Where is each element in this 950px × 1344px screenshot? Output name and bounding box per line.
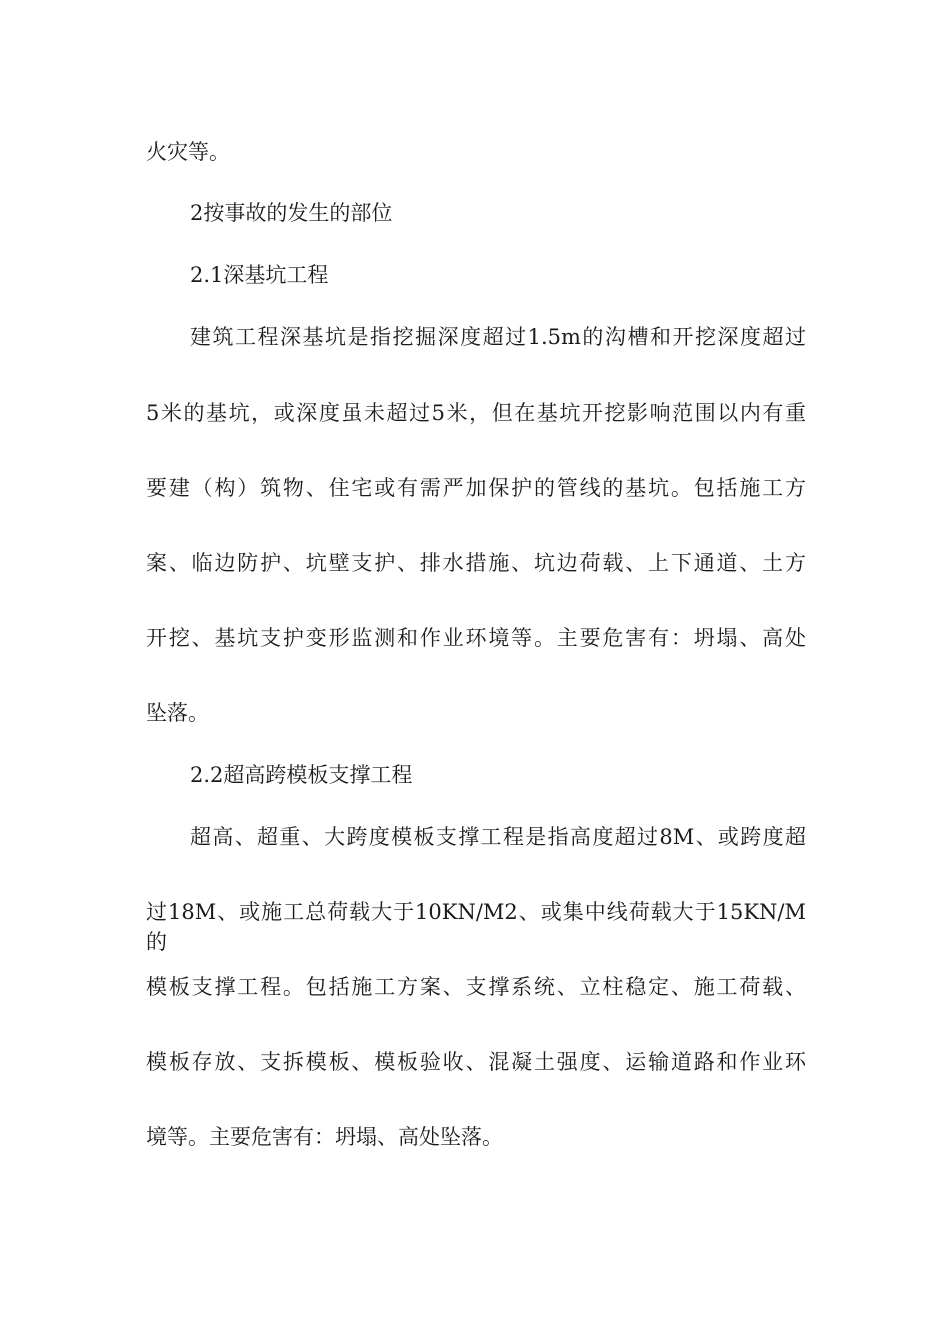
section-heading: 2按事故的发生的部位 bbox=[190, 201, 393, 225]
paragraph-line: 建筑工程深基坑是指挖掘深度超过1.5m的沟槽和开挖深度超过 bbox=[190, 325, 806, 349]
paragraph-line: 超高、超重、大跨度模板支撑工程是指高度超过8M、或跨度超 bbox=[190, 825, 806, 849]
subsection-heading: 2.2超高跨模板支撑工程 bbox=[190, 763, 413, 787]
paragraph-line: 要建（构）筑物、住宅或有需严加保护的管线的基坑。包括施工方 bbox=[146, 476, 806, 500]
subsection-heading: 2.1深基坑工程 bbox=[190, 263, 329, 287]
paragraph-line: 模板支撑工程。包括施工方案、支撑系统、立柱稳定、施工荷载、 bbox=[146, 975, 806, 999]
paragraph-line: 过18M、或施工总荷载大于10KN/M2、或集中线荷载大于15KN/M的 bbox=[146, 900, 806, 954]
paragraph-line: 境等。主要危害有：坍塌、高处坠落。 bbox=[146, 1125, 503, 1149]
paragraph-line: 模板存放、支拆模板、模板验收、混凝土强度、运输道路和作业环 bbox=[146, 1050, 806, 1074]
paragraph-line: 坠落。 bbox=[146, 701, 209, 725]
paragraph-line: 5米的基坑，或深度虽未超过5米，但在基坑开挖影响范围以内有重 bbox=[146, 401, 806, 425]
paragraph-line: 火灾等。 bbox=[146, 140, 230, 164]
paragraph-line: 案、临边防护、坑壁支护、排水措施、坑边荷载、上下通道、土方 bbox=[146, 551, 806, 575]
paragraph-line: 开挖、基坑支护变形监测和作业环境等。主要危害有：坍塌、高处 bbox=[146, 626, 806, 650]
